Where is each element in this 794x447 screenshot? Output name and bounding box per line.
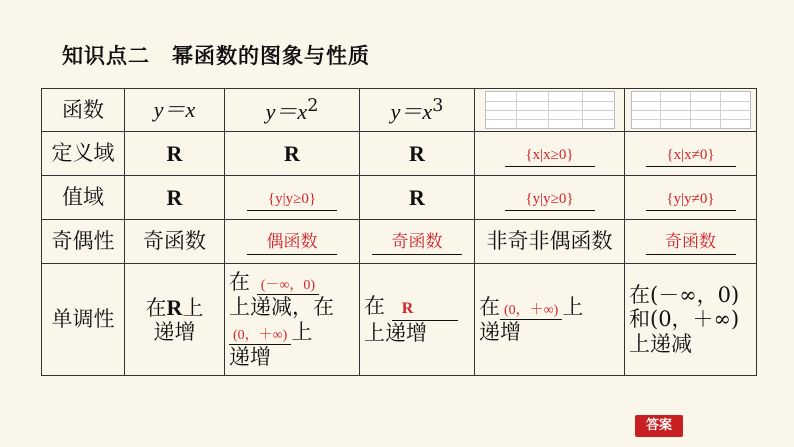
header-y-x3: $y=x^3$ [360, 89, 475, 132]
range-value: R [166, 184, 183, 210]
mono-answer: (0，＋∞) [229, 328, 291, 345]
answer-button[interactable]: 答案 [635, 415, 683, 437]
table-row [42, 176, 757, 220]
mono-cell-4: 在 (0，＋∞) 上 递增 [475, 264, 625, 376]
mono-answer: (－∞，0) [257, 278, 319, 295]
mono-cell-3: 在 R 上递增 [360, 264, 475, 376]
range-answer: {y|y≠0} [646, 191, 736, 210]
domain-answer: {x|x≥0} [505, 147, 595, 166]
domain-value: R [409, 140, 425, 166]
row-label-range: 值域 [42, 176, 125, 220]
header-y-x2: $y=x^2$ [225, 89, 360, 132]
section-heading: 知识点二 幂函数的图象与性质 [62, 44, 370, 68]
range-answer: {y|y≥0} [247, 191, 337, 210]
mono-cell-1: 在R上 递增 [125, 264, 225, 376]
header-y-x: y＝x [125, 89, 225, 132]
row-label-domain: 定义域 [42, 132, 125, 176]
domain-value: R [284, 140, 300, 166]
header-thumbnail-2 [625, 89, 757, 132]
mono-answer: (0，＋∞) [500, 303, 562, 320]
table-row [42, 220, 757, 264]
mono-cell-5: 在(－∞，0) 和(0，＋∞) 上递减 [625, 264, 757, 376]
mono-answer: R [392, 300, 458, 320]
domain-answer: {x|x≠0} [646, 147, 736, 166]
parity-answer: 奇函数 [646, 233, 736, 255]
table-thumbnail-image [485, 91, 615, 129]
range-value: R [409, 184, 425, 210]
domain-value: R [166, 140, 183, 166]
parity-answer: 奇函数 [372, 233, 462, 255]
table-thumbnail-image [631, 91, 751, 129]
table-row [42, 132, 757, 176]
range-answer: {y|y≥0} [505, 191, 595, 210]
header-thumbnail-1 [475, 89, 625, 132]
parity-value: 非奇非偶函数 [475, 220, 625, 264]
table-row [42, 89, 757, 132]
row-label-function: 函数 [42, 89, 125, 132]
row-label-monotonicity: 单调性 [42, 264, 125, 376]
power-function-table [41, 88, 757, 376]
mono-cell-2: 在 (－∞，0) 上递减，在 (0，＋∞) 上 递增 [225, 264, 360, 376]
parity-value: 奇函数 [125, 220, 225, 264]
row-label-parity: 奇偶性 [42, 220, 125, 264]
parity-answer: 偶函数 [247, 233, 337, 255]
table-row [42, 264, 757, 376]
